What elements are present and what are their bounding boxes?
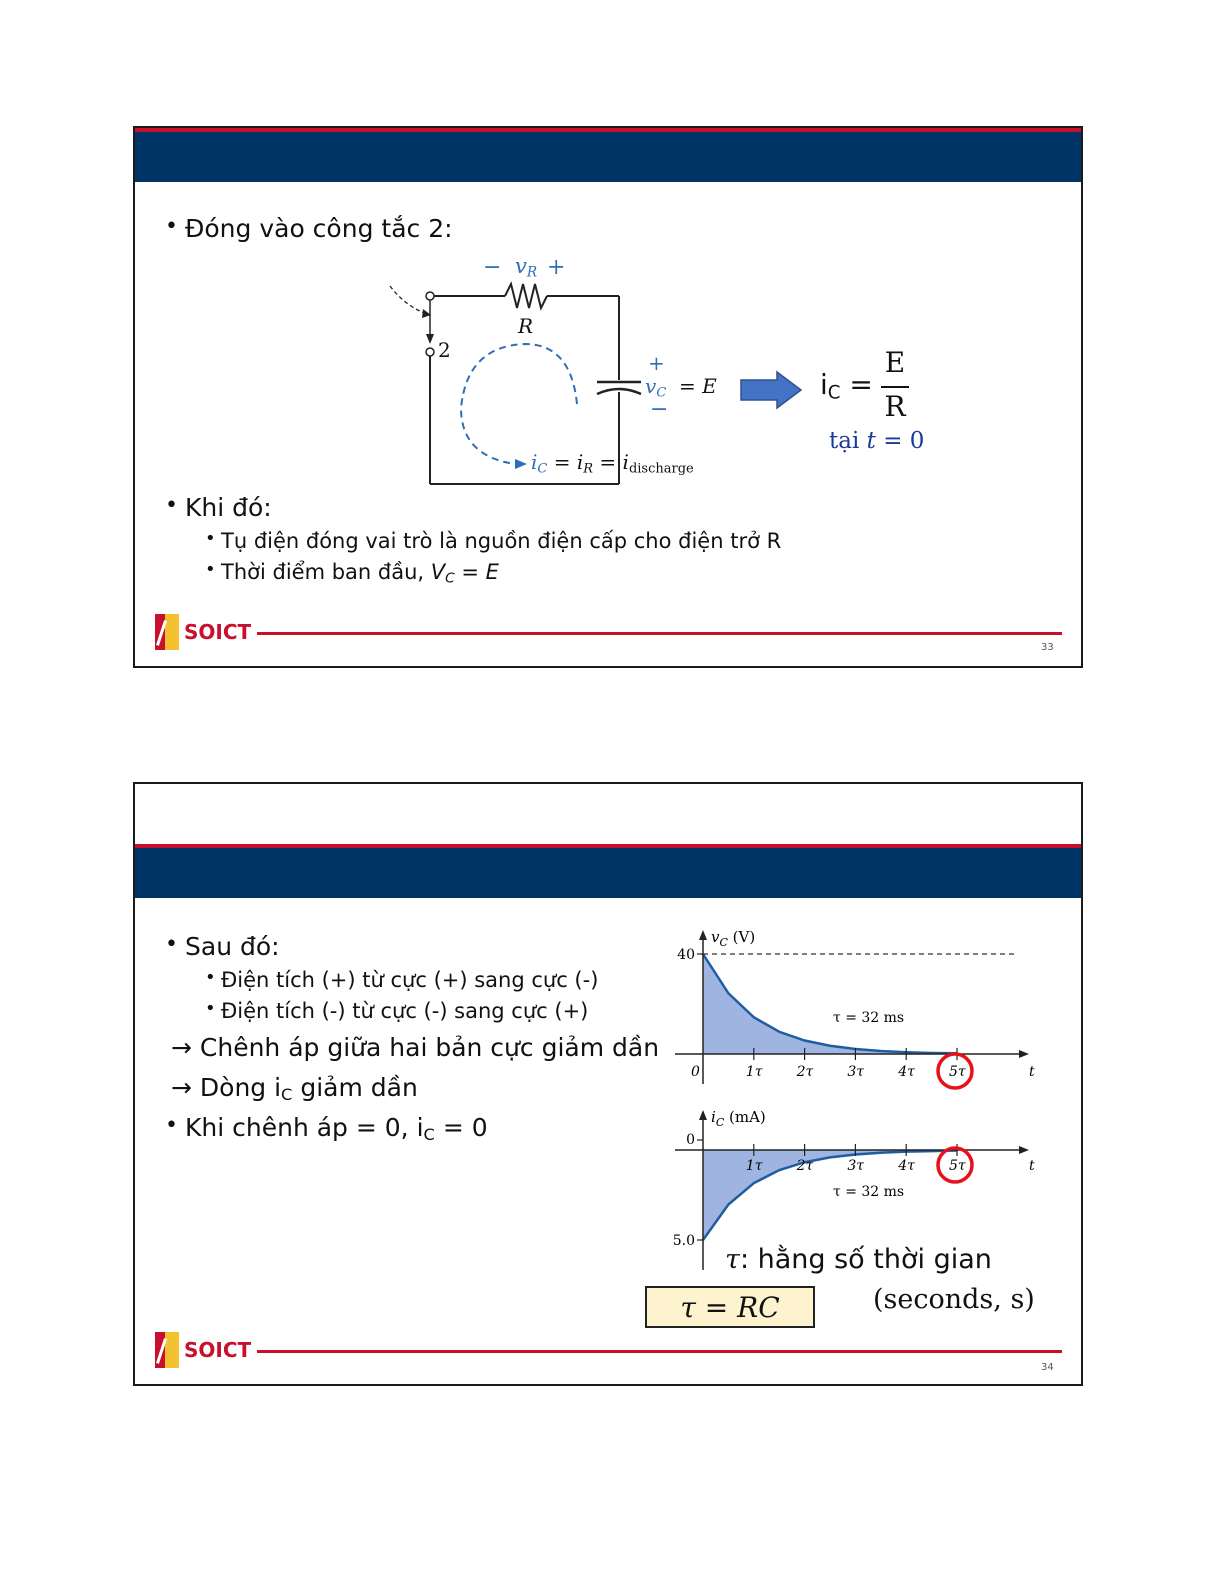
tau-annotation: τ = 32 ms (833, 1184, 905, 1200)
footer-rule (257, 632, 1062, 635)
x-tick-label: 0 (691, 1064, 700, 1080)
x-axis-arrow (1019, 1050, 1029, 1058)
tau-formula-box: τ = RC (645, 1286, 815, 1328)
header-band (135, 132, 1081, 182)
footer-rule (257, 1350, 1062, 1353)
page-number: 33 (1041, 642, 1054, 653)
fraction-bar (881, 386, 909, 388)
x-axis-label: t (1029, 1064, 1035, 1080)
header-band (135, 848, 1081, 898)
x-tick-label: 5τ (949, 1158, 966, 1174)
x-tick-label: 5τ (949, 1064, 966, 1080)
bullet-zero-voltage: • Khi chênh áp = 0, $i_C = 0$ (185, 1113, 488, 1144)
x-axis-arrow (1019, 1146, 1029, 1154)
current-equation: $i_C = i_R = i_{discharge}$ (531, 450, 694, 477)
y-tick-label: 40 (677, 947, 695, 963)
fraction-numerator: E (884, 346, 906, 379)
current-loop-arrow (461, 344, 577, 464)
y-axis-arrow (699, 930, 707, 940)
slide-34 (133, 782, 1083, 1386)
tau-definition: τ: hằng số thời gian (725, 1244, 992, 1275)
tau-units: (seconds, s) (873, 1284, 1035, 1315)
y-tick-label-zero: 0 (686, 1132, 695, 1148)
soict-logo: SOICT (155, 1332, 251, 1368)
slide-33 (133, 126, 1083, 668)
bullet-after: • Sau đó: (185, 932, 280, 961)
svg-text:−: − (483, 255, 502, 280)
x-tick-label: 3τ (847, 1064, 865, 1080)
resistor (505, 284, 547, 308)
at-time-zero: tại t = 0 (829, 428, 925, 454)
x-axis-label: t (1029, 1158, 1035, 1174)
sub-initial-time: • Thời điểm ban đầu, $V_C = E$ (221, 560, 499, 586)
x-tick-label: 4τ (898, 1064, 915, 1080)
resistor-label: R (518, 314, 534, 338)
logo-emblem-icon (155, 614, 181, 650)
sub-capacitor-source: • Tụ điện đóng vai trò là nguồn điện cấp cho điện trở R (221, 529, 781, 553)
y-axis-label: $v_C$ (V) (711, 928, 756, 949)
bullet-switch: • Đóng vào công tắc 2: (185, 214, 453, 243)
bullet-then: • Khi đó: (185, 493, 272, 522)
vr-label: $v_R$ (515, 254, 538, 281)
svg-text:−: − (650, 397, 669, 422)
page-number: 34 (1041, 1362, 1054, 1373)
y-tick-label: 5.0 (672, 1233, 695, 1249)
switch-position-label: 2 (438, 338, 451, 362)
x-tick-label: 2τ (796, 1158, 814, 1174)
tau-annotation: τ = 32 ms (833, 1010, 905, 1026)
x-tick-label: 1τ (745, 1158, 763, 1174)
right-arrow-icon (739, 370, 803, 410)
vc-decay-chart (665, 924, 1035, 1094)
svg-text:+: + (547, 255, 566, 280)
soict-logo: SOICT (155, 614, 251, 650)
fraction-denominator: R (884, 390, 906, 423)
arrow-current-decrease: → Dòng $i_C$ giảm dần (171, 1073, 418, 1105)
x-tick-label: 1τ (745, 1064, 763, 1080)
x-tick-label: 4τ (898, 1158, 915, 1174)
logo-emblem-icon (155, 1332, 181, 1368)
x-tick-label: 3τ (847, 1158, 865, 1174)
sub-negative-charge: • Điện tích (-) từ cực (-) sang cực (+) (221, 999, 588, 1023)
result-ic: $i_C$ = (820, 368, 873, 404)
x-tick-label: 2τ (796, 1064, 814, 1080)
sub-positive-charge: • Điện tích (+) từ cực (+) sang cực (-) (221, 968, 598, 992)
y-axis-label: $i_C$ (mA) (711, 1110, 766, 1129)
arrow-voltage-decrease: → Chênh áp giữa hai bản cực giảm dần (171, 1033, 660, 1062)
svg-text:+: + (648, 351, 665, 375)
y-axis-arrow (699, 1110, 707, 1120)
vc-label: $v_C = E$ (645, 374, 717, 401)
